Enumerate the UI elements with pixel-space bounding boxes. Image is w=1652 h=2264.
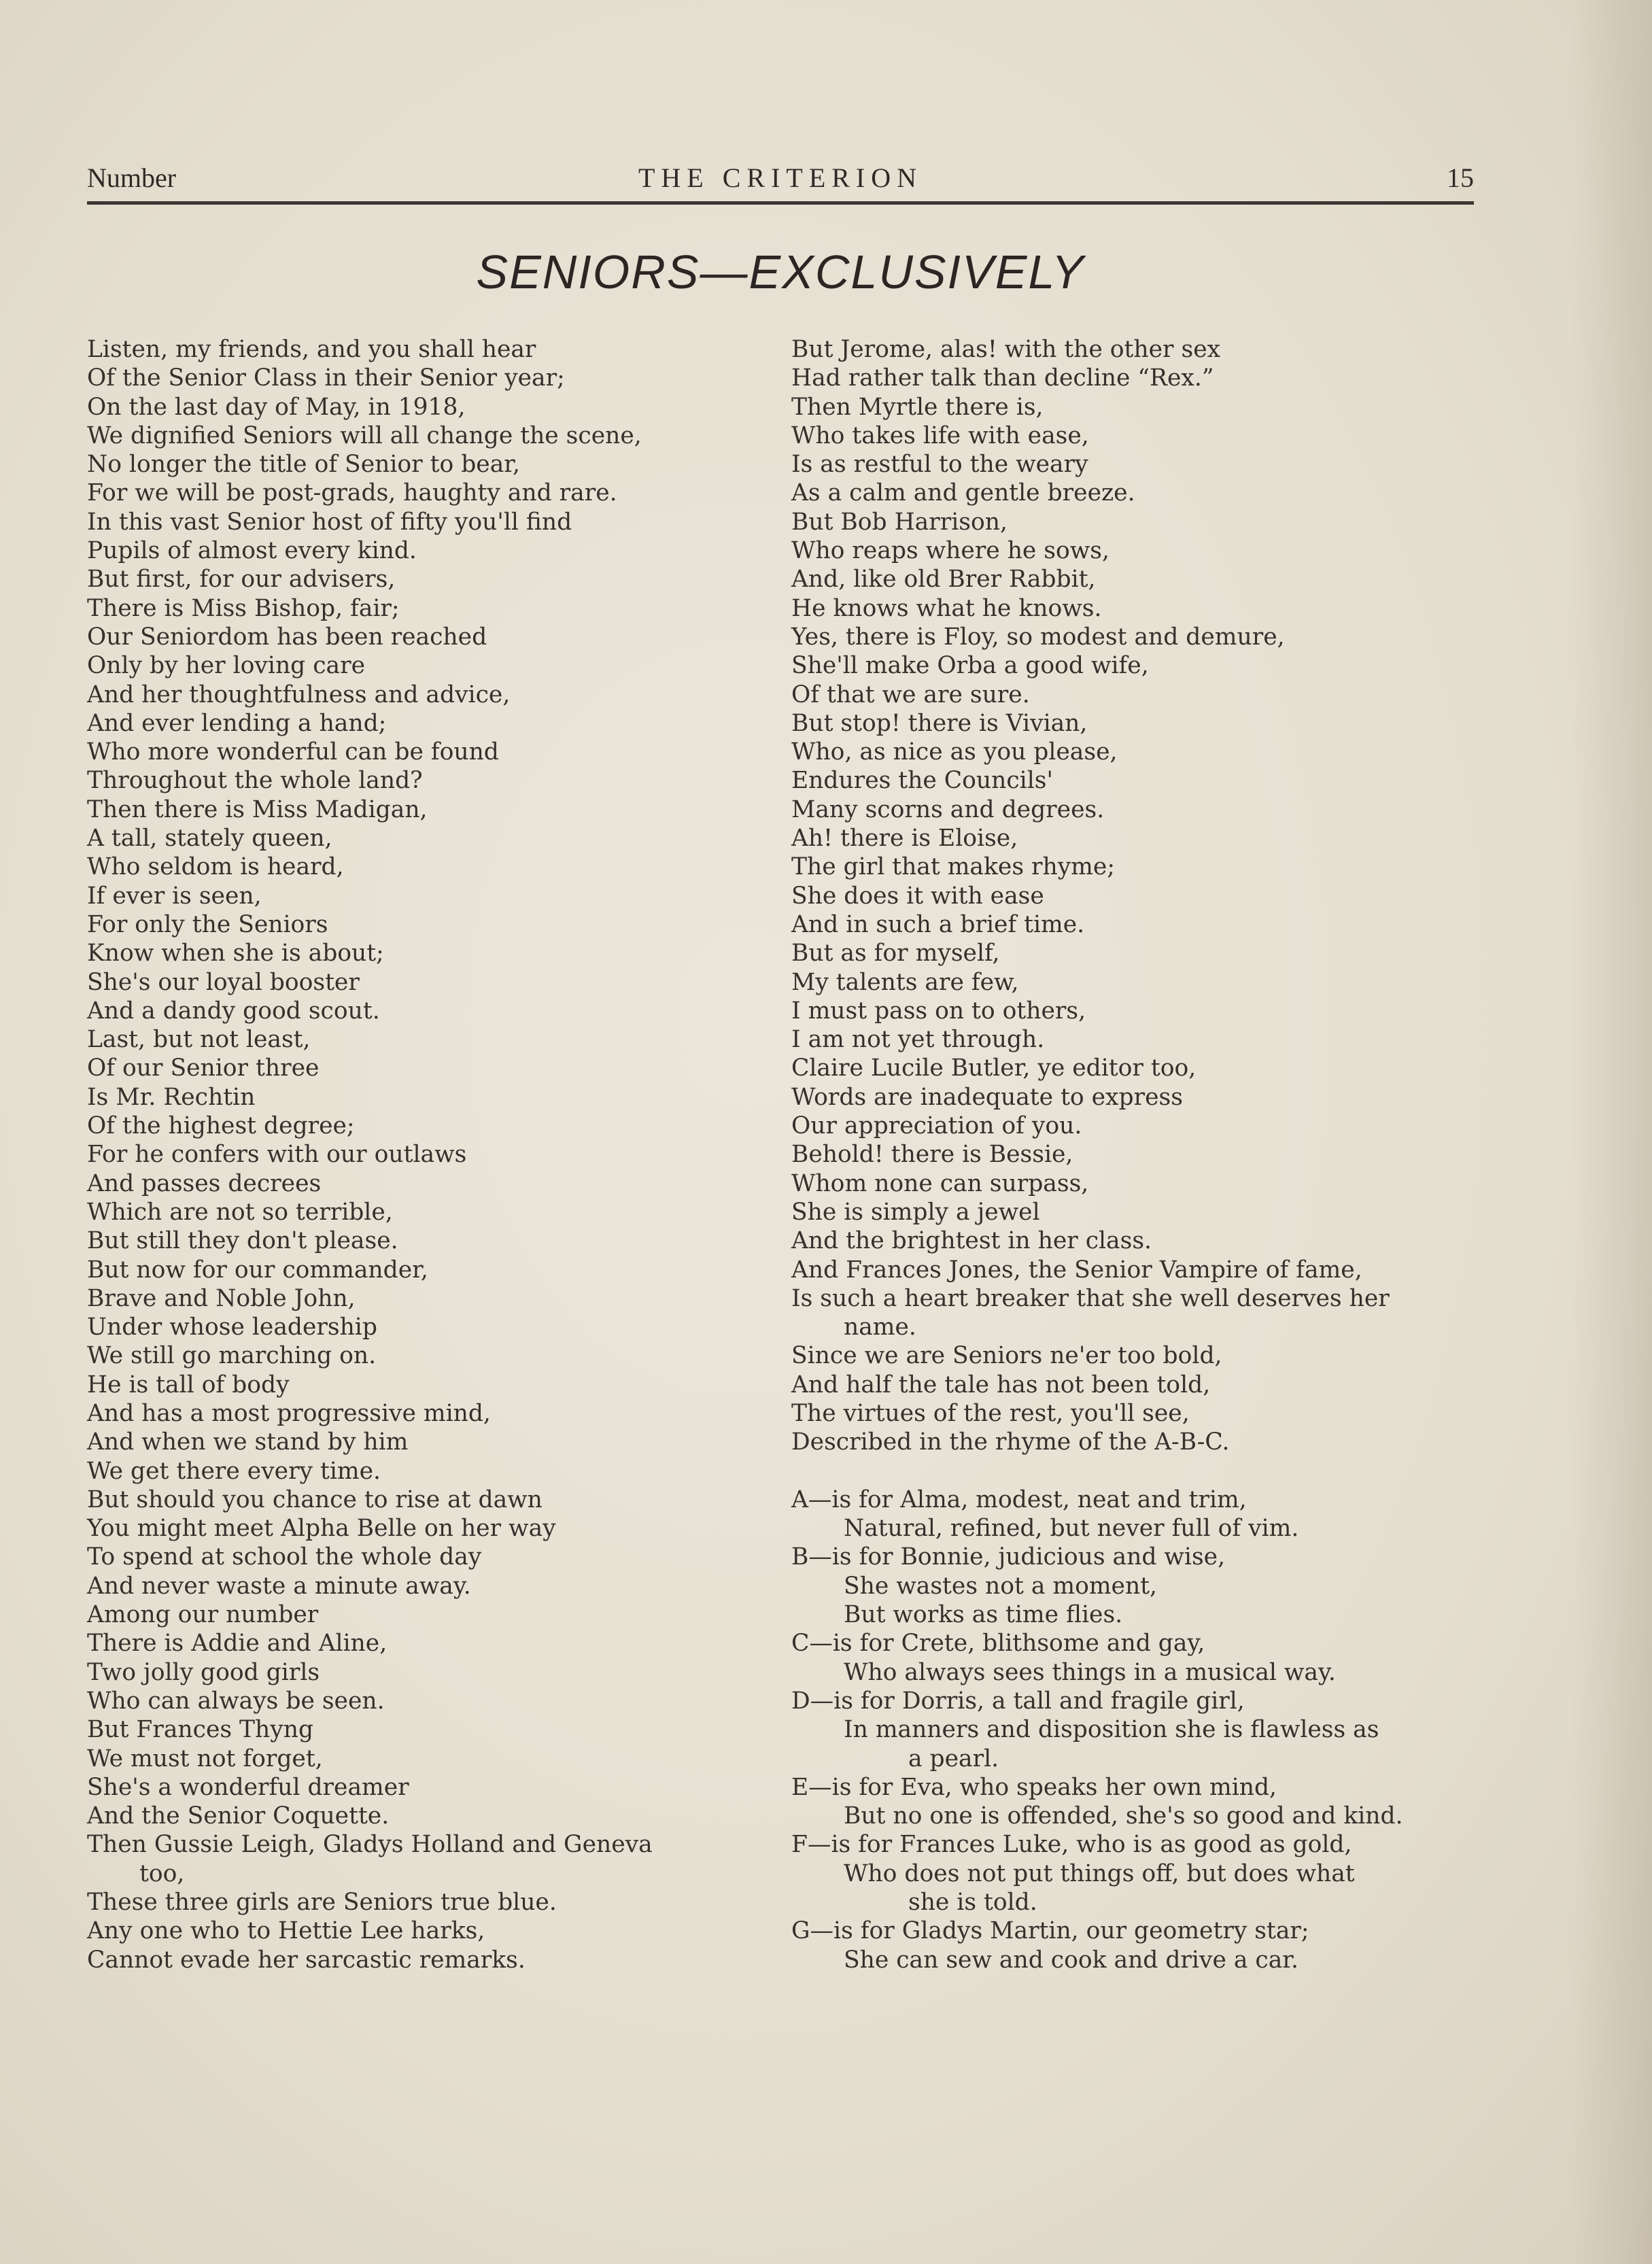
poem-line: And when we stand by him xyxy=(87,1428,409,1456)
abc-line: E—is for Eva, who speaks her own mind, xyxy=(791,1773,1277,1801)
poem-line: Who takes life with ease, xyxy=(791,422,1089,449)
poem-line: Endures the Councils' xyxy=(791,767,1053,795)
poem-line: In this vast Senior host of fifty you'll find xyxy=(87,508,572,536)
poem-line: And has a most progressive mind, xyxy=(87,1399,491,1427)
poem-line: But still they don't please. xyxy=(87,1227,398,1255)
poem-line: Of that we are sure. xyxy=(791,681,1030,708)
poem-line: And half the tale has not been told, xyxy=(791,1371,1211,1399)
poem-line: But first, for our advisers, xyxy=(87,566,396,594)
poem-line: Our appreciation of you. xyxy=(791,1112,1082,1140)
poem-line: And never waste a minute away. xyxy=(87,1572,471,1600)
poem-line: And the brightest in her class. xyxy=(791,1227,1152,1255)
poem-line: Which are not so terrible, xyxy=(87,1198,393,1226)
poem-line: Yes, there is Floy, so modest and demure, xyxy=(791,623,1285,651)
abc-line: But works as time flies. xyxy=(844,1601,1123,1629)
poem-line: She's a wonderful dreamer xyxy=(87,1773,409,1801)
poem-line: Of our Senior three xyxy=(87,1054,320,1082)
poem-line: For only the Seniors xyxy=(87,910,328,938)
abc-line: C—is for Crete, blithsome and gay, xyxy=(791,1630,1205,1658)
poem-line: Last, but not least, xyxy=(87,1026,311,1054)
poem-line: Then there is Miss Madigan, xyxy=(87,795,428,823)
abc-line: But no one is offended, she's so good and kind. xyxy=(844,1802,1403,1830)
poem-line: Then Myrtle there is, xyxy=(791,393,1044,421)
poem-line: Under whose leadership xyxy=(87,1314,377,1341)
poem-line: And a dandy good scout. xyxy=(87,997,380,1025)
poem-line: Is as restful to the weary xyxy=(791,451,1088,479)
poem-line: A tall, stately queen, xyxy=(87,825,332,853)
poem-line: I must pass on to others, xyxy=(791,997,1086,1025)
running-header xyxy=(87,162,1474,203)
poem-line: But should you chance to rise at dawn xyxy=(87,1486,543,1513)
poem-line: But stop! there is Vivian, xyxy=(791,709,1088,737)
poem-line: Who can always be seen. xyxy=(87,1687,385,1715)
poem-line: On the last day of May, in 1918, xyxy=(87,393,466,421)
poem-line: And in such a brief time. xyxy=(791,910,1085,938)
poem-line: We still go marching on. xyxy=(87,1342,377,1370)
poem-line: We must not forget, xyxy=(87,1745,323,1772)
poem-line: There is Addie and Aline, xyxy=(87,1630,388,1658)
abc-line: a pearl. xyxy=(908,1745,999,1772)
abc-line: B—is for Bonnie, judicious and wise, xyxy=(791,1543,1226,1571)
poem-line: He knows what he knows. xyxy=(791,594,1102,622)
poem-line: Who, as nice as you please, xyxy=(791,738,1118,766)
poem-line: You might meet Alpha Belle on her way xyxy=(87,1515,556,1543)
poem-line: She is simply a jewel xyxy=(791,1198,1040,1226)
poem-line: We get there every time. xyxy=(87,1457,381,1485)
poem-line: name. xyxy=(844,1314,916,1341)
poem-line: She'll make Orba a good wife, xyxy=(791,652,1149,680)
publication-title: THE CRITERION xyxy=(638,162,923,193)
poem-line: If ever is seen, xyxy=(87,882,262,910)
abc-line: Natural, refined, but never full of vim. xyxy=(844,1515,1299,1543)
poem-line: But Jerome, alas! with the other sex xyxy=(791,336,1221,363)
header-left-label: Number xyxy=(87,162,177,193)
poem-left-column xyxy=(87,335,653,1974)
poem-line: And, like old Brer Rabbit, xyxy=(791,566,1096,594)
poem-line: We dignified Seniors will all change the scene, xyxy=(87,422,642,449)
poem-line: Claire Lucile Butler, ye editor too, xyxy=(791,1054,1197,1082)
poem-line: I am not yet through. xyxy=(791,1026,1045,1054)
poem-line: To spend at school the whole day xyxy=(87,1543,482,1571)
stanza-gap xyxy=(791,1457,1403,1486)
poem-line: And Frances Jones, the Senior Vampire of fame, xyxy=(791,1256,1362,1284)
abc-line: F—is for Frances Luke, who is as good as gold, xyxy=(791,1831,1352,1859)
poem-line: My talents are few, xyxy=(791,968,1019,996)
abc-line: She wastes not a moment, xyxy=(844,1572,1158,1600)
poem-line: Behold! there is Bessie, xyxy=(791,1141,1073,1169)
poem-line: And the Senior Coquette. xyxy=(87,1802,390,1830)
poem-line: Is such a heart breaker that she well deserves her xyxy=(791,1284,1390,1312)
poem-line: And her thoughtfulness and advice, xyxy=(87,681,511,708)
poem-line: These three girls are Seniors true blue. xyxy=(87,1889,557,1917)
poem-line: Words are inadequate to express xyxy=(791,1083,1183,1111)
poem-line: Our Seniordom has been reached xyxy=(87,623,487,651)
poem-line: He is tall of body xyxy=(87,1371,290,1399)
poem-right-column xyxy=(791,335,1403,1974)
header-rule xyxy=(87,201,1474,205)
abc-line: Who always sees things in a musical way. xyxy=(844,1658,1336,1686)
poem-line: Who more wonderful can be found xyxy=(87,738,499,766)
poem-line: Any one who to Hettie Lee harks, xyxy=(87,1917,485,1945)
abc-line: she is told. xyxy=(908,1889,1037,1917)
poem-line: Ah! there is Eloise, xyxy=(791,825,1018,853)
poem-line: For we will be post-grads, haughty and rare. xyxy=(87,479,617,507)
poem-line: She does it with ease xyxy=(791,882,1044,910)
poem-line: too, xyxy=(139,1859,185,1887)
poem-line: Described in the rhyme of the A-B-C. xyxy=(791,1428,1230,1456)
poem-line: Since we are Seniors ne'er too bold, xyxy=(791,1342,1222,1370)
poem-line: Many scorns and degrees. xyxy=(791,795,1105,823)
poem-line: Of the Senior Class in their Senior year; xyxy=(87,364,565,392)
poem-line: Listen, my friends, and you shall hear xyxy=(87,336,536,363)
poem-line: Whom none can surpass, xyxy=(791,1169,1089,1197)
poem-line: For he confers with our outlaws xyxy=(87,1141,467,1169)
poem-line: She's our loyal booster xyxy=(87,968,360,996)
abc-line: She can sew and cook and drive a car. xyxy=(844,1946,1298,1974)
poem-line: Brave and Noble John, xyxy=(87,1284,356,1312)
poem-line: And passes decrees xyxy=(87,1169,322,1197)
poem-line: No longer the title of Senior to bear, xyxy=(87,451,520,479)
poem-line: Is Mr. Rechtin xyxy=(87,1083,256,1111)
article-title: SENIORS—EXCLUSIVELY xyxy=(476,245,1085,298)
poem-line: But now for our commander, xyxy=(87,1256,428,1284)
page-number: 15 xyxy=(1447,162,1474,193)
poem-line: The girl that makes rhyme; xyxy=(791,853,1115,881)
poem-line: Had rather talk than decline “Rex.” xyxy=(791,364,1214,392)
poem-line: Of the highest degree; xyxy=(87,1112,355,1140)
poem-line: Two jolly good girls xyxy=(87,1658,320,1686)
abc-line: A—is for Alma, modest, neat and trim, xyxy=(791,1486,1247,1513)
poem-line: Cannot evade her sarcastic remarks. xyxy=(87,1946,526,1974)
abc-line: Who does not put things off, but does what xyxy=(844,1859,1355,1887)
poem-line: Who seldom is heard, xyxy=(87,853,344,881)
poem-line: Then Gussie Leigh, Gladys Holland and Geneva xyxy=(87,1831,653,1859)
poem-line: As a calm and gentle breeze. xyxy=(791,479,1135,507)
abc-line: G—is for Gladys Martin, our geometry star; xyxy=(791,1917,1309,1945)
poem-line: But Frances Thyng xyxy=(87,1716,314,1744)
poem-line: But Bob Harrison, xyxy=(791,508,1008,536)
poem-line: And ever lending a hand; xyxy=(87,709,387,737)
poem-line: There is Miss Bishop, fair; xyxy=(87,594,400,622)
abc-line: D—is for Dorris, a tall and fragile girl, xyxy=(791,1687,1245,1715)
poem-line: Who reaps where he sows, xyxy=(791,537,1109,565)
poem-line: The virtues of the rest, you'll see, xyxy=(791,1399,1190,1427)
poem-line: Know when she is about; xyxy=(87,940,384,967)
poem-line: Throughout the whole land? xyxy=(87,767,423,795)
poem-line: Among our number xyxy=(87,1601,319,1629)
poem-line: Only by her loving care xyxy=(87,652,366,680)
abc-line: In manners and disposition she is flawless as xyxy=(844,1716,1379,1744)
poem-line: Pupils of almost every kind. xyxy=(87,537,417,565)
poem-line: But as for myself, xyxy=(791,940,1000,967)
